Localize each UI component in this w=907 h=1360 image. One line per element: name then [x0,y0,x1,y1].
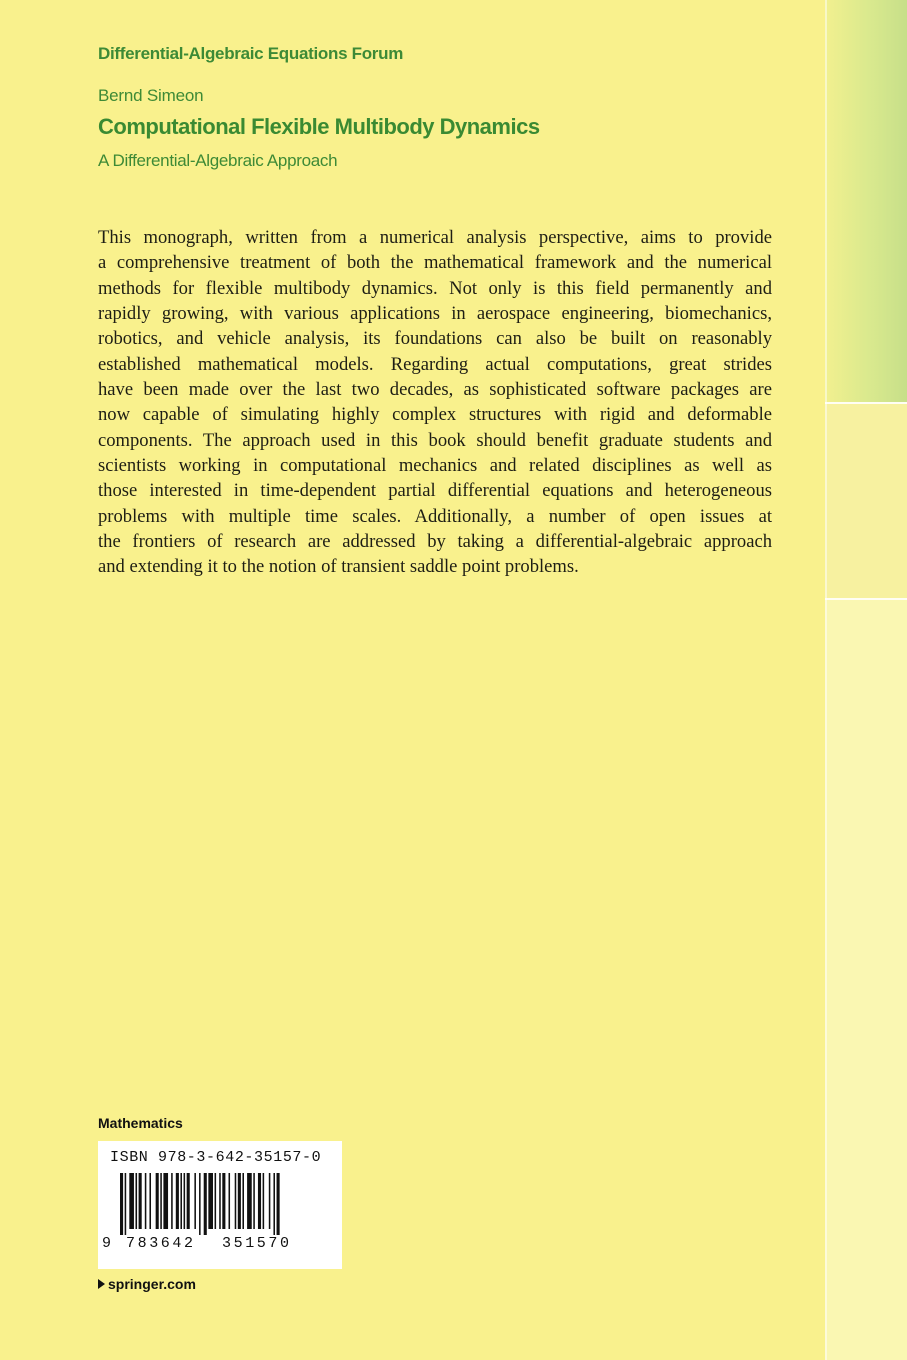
blurb-line: those interested in time-dependent partial differential equations and heterogeneous [98,480,772,502]
side-stripe-gradient [825,0,907,402]
side-stripe [825,0,907,1360]
blurb-line: methods for flexible multibody dynamics. Not only is this field permanently and [98,277,772,299]
barcode-digits-left: 783642 [126,1235,196,1252]
blurb-line: rapidly growing, with various applications in aerospace engineering, biomechanics, [98,303,772,325]
book-title: Computational Flexible Multibody Dynamics [98,114,540,139]
side-stripe-panel [825,404,907,598]
blurb-line-last: and extending it to the notion of transient saddle point problems. [98,556,579,578]
isbn-number: ISBN 978-3-642-35157-0 [110,1149,322,1166]
blurb-line: a comprehensive treatment of both the mathematical framework and the numerical [98,252,772,274]
blurb-line: components. The approach used in this book should benefit graduate students and [98,429,772,451]
blurb-paragraph [98,225,772,580]
stripe-edge [825,0,827,1360]
publisher-website: springer.com [108,1276,196,1292]
barcode-digits-right: 351570 [222,1235,292,1252]
blurb-line: problems with multiple time scales. Additionally, a number of open issues at [98,505,772,527]
blurb-line: the frontiers of research are addressed by taking a differential-algebraic approach [98,531,772,553]
series-title: Differential-Algebraic Equations Forum [98,44,404,63]
barcode-digit-lead: 9 [102,1235,112,1252]
blurb-line: robotics, and vehicle analysis, its foundations can also be built on reasonably [98,328,772,350]
blurb-line: now capable of simulating highly complex structures with rigid and deformable [98,404,772,426]
publisher-link[interactable] [98,1276,196,1292]
barcode-icon [120,1173,320,1235]
blurb-line: have been made over the last two decades, as sophisticated software packages are [98,379,772,401]
book-subtitle: A Differential-Algebraic Approach [98,151,338,170]
blurb-line: scientists working in computational mechanics and related disciplines as well as [98,455,772,477]
blurb-line: This monograph, written from a numerical analysis perspective, aims to provide [98,227,772,248]
arrow-right-icon [98,1279,105,1289]
blurb-line: established mathematical models. Regarding actual computations, great strides [98,353,772,375]
subject-category: Mathematics [98,1115,183,1131]
isbn-barcode-box [98,1141,342,1269]
stripe-divider [825,598,907,600]
author-name: Bernd Simeon [98,86,204,105]
